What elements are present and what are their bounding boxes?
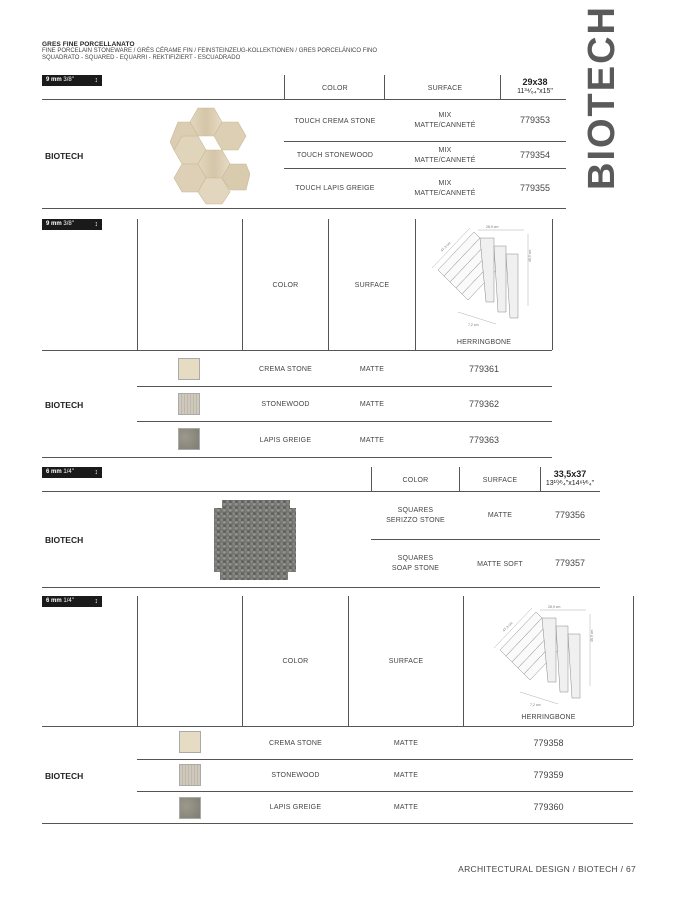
header-languages: FINE PORCELAIN STONEWARE / GRÈS CÉRAME FIN / FEINSTEINZEUG-KOLLEKTIONEN / GRES PORCELÁNICO FINO — [42, 48, 378, 54]
surface-cell-line1: MIX — [438, 180, 452, 187]
thickness-badge — [42, 596, 102, 607]
thickness-in: 3/8" — [63, 77, 74, 83]
mosaic-tile-image — [214, 500, 296, 580]
product-code: 779354 — [519, 150, 551, 160]
col-color-header: COLOR — [402, 477, 429, 484]
surface-cell: MATTE — [393, 772, 419, 779]
col-surface-header: SURFACE — [427, 85, 463, 92]
hexagon-tile-image — [170, 106, 250, 206]
thickness-in: 1/4" — [63, 469, 74, 475]
size-label — [505, 78, 565, 96]
svg-text:47,3 cm: 47,3 cm — [501, 621, 514, 633]
thickness-arrow-icon: ↕ — [94, 598, 98, 605]
herringbone-diagram — [490, 602, 608, 708]
color-cell-line2: SOAP STONE — [391, 565, 440, 572]
thickness-arrow-icon: ↕ — [94, 469, 98, 476]
surface-cell: MATTE — [359, 366, 385, 373]
col-color-header: COLOR — [282, 658, 309, 665]
color-swatch-stonewood — [178, 393, 200, 415]
col-color-header: COLOR — [322, 85, 348, 92]
color-cell: LAPIS GREIGE — [259, 437, 312, 444]
size-label — [541, 470, 599, 488]
color-swatch-lapis — [178, 428, 200, 450]
surface-cell-line2: MATTE/CANNETÉ — [414, 122, 476, 129]
series-name: BIOTECH — [45, 535, 84, 545]
svg-text:7,2 cm: 7,2 cm — [468, 323, 479, 327]
thickness-mm: 6 mm — [46, 598, 62, 604]
color-swatch-crema — [179, 731, 201, 753]
thickness-in: 3/8" — [63, 221, 74, 227]
thickness-badge — [42, 75, 102, 86]
surface-cell-line1: MIX — [438, 112, 452, 119]
series-name: BIOTECH — [45, 771, 84, 781]
product-code: 779359 — [533, 770, 564, 780]
svg-text:47,3 cm: 47,3 cm — [439, 241, 452, 253]
product-code: 779362 — [468, 399, 500, 409]
surface-cell: MATTE — [359, 401, 385, 408]
svg-text:28,9 cm: 28,9 cm — [486, 225, 499, 229]
pattern-label: HERRINGBONE — [456, 339, 512, 346]
color-cell: TOUCH LAPIS GREIGE — [295, 185, 375, 192]
col-surface-header: SURFACE — [354, 282, 390, 289]
color-swatch-stonewood — [179, 764, 201, 786]
svg-text:28,9 cm: 28,9 cm — [548, 605, 561, 609]
product-code: 779358 — [533, 738, 564, 748]
svg-text:46,9 cm: 46,9 cm — [528, 249, 532, 262]
color-cell: LAPIS GREIGE — [269, 804, 322, 811]
product-code: 779355 — [519, 183, 551, 193]
color-cell: CREMA STONE — [258, 366, 313, 373]
color-cell-line1: SQUARES — [397, 555, 434, 562]
color-cell: TOUCH STONEWOOD — [296, 152, 374, 159]
thickness-badge — [42, 467, 102, 478]
surface-cell-line1: MIX — [438, 147, 452, 154]
surface-cell: MATTE — [393, 740, 419, 747]
svg-text:7,2 cm: 7,2 cm — [530, 703, 541, 707]
herringbone-diagram — [428, 222, 546, 330]
color-cell-line2: SERIZZO STONE — [386, 517, 445, 524]
product-code: 779360 — [533, 802, 564, 812]
header-title: GRES FINE PORCELLANATO — [42, 41, 135, 48]
surface-cell: MATTE — [359, 437, 385, 444]
page-footer: ARCHITECTURAL DESIGN / BIOTECH / 67 — [458, 864, 636, 874]
size-in: 13¹⁰⁄⁶₄"x14⁶¹⁄⁶₄" — [545, 480, 595, 487]
surface-cell-line2: MATTE/CANNETÉ — [414, 190, 476, 197]
product-code: 779363 — [468, 435, 500, 445]
product-code: 779361 — [468, 364, 500, 374]
thickness-arrow-icon: ↕ — [94, 221, 98, 228]
surface-cell: MATTE — [393, 804, 419, 811]
pattern-label: HERRINGBONE — [521, 714, 576, 721]
size-cm: 29x38 — [522, 77, 548, 87]
col-surface-header: SURFACE — [388, 658, 424, 665]
surface-cell: MATTE — [487, 512, 513, 519]
thickness-badge — [42, 219, 102, 230]
series-name: BIOTECH — [45, 151, 84, 161]
product-code: 779353 — [519, 115, 551, 125]
product-code: 779357 — [554, 558, 586, 568]
thickness-mm: 9 mm — [46, 77, 62, 83]
surface-cell-line2: MATTE/CANNETÉ — [414, 157, 476, 164]
side-title: BIOTECH — [581, 5, 623, 190]
size-in: 11³⁴⁄₆₄"x15" — [517, 88, 553, 95]
color-swatch-lapis — [179, 797, 201, 819]
thickness-in: 1/4" — [63, 598, 74, 604]
svg-text:46,9 cm: 46,9 cm — [590, 629, 594, 642]
size-cm: 33,5x37 — [553, 469, 587, 479]
thickness-mm: 9 mm — [46, 221, 62, 227]
color-swatch-crema — [178, 358, 200, 380]
thickness-mm: 6 mm — [46, 469, 62, 475]
color-cell: STONEWOOD — [261, 401, 310, 408]
thickness-arrow-icon: ↕ — [94, 77, 98, 84]
header-squared: SQUADRATO - SQUARED - EQUARRI - REKTIFIZIERT - ESCUADRADO — [42, 55, 241, 61]
surface-cell: MATTE SOFT — [477, 561, 523, 568]
color-cell: TOUCH CREMA STONE — [294, 118, 376, 125]
color-cell-line1: SQUARES — [397, 507, 434, 514]
product-code: 779356 — [554, 510, 586, 520]
color-cell: CREMA STONE — [268, 740, 323, 747]
col-surface-header: SURFACE — [482, 477, 518, 484]
color-cell: STONEWOOD — [271, 772, 320, 779]
col-color-header: COLOR — [272, 282, 299, 289]
series-name: BIOTECH — [45, 400, 84, 410]
